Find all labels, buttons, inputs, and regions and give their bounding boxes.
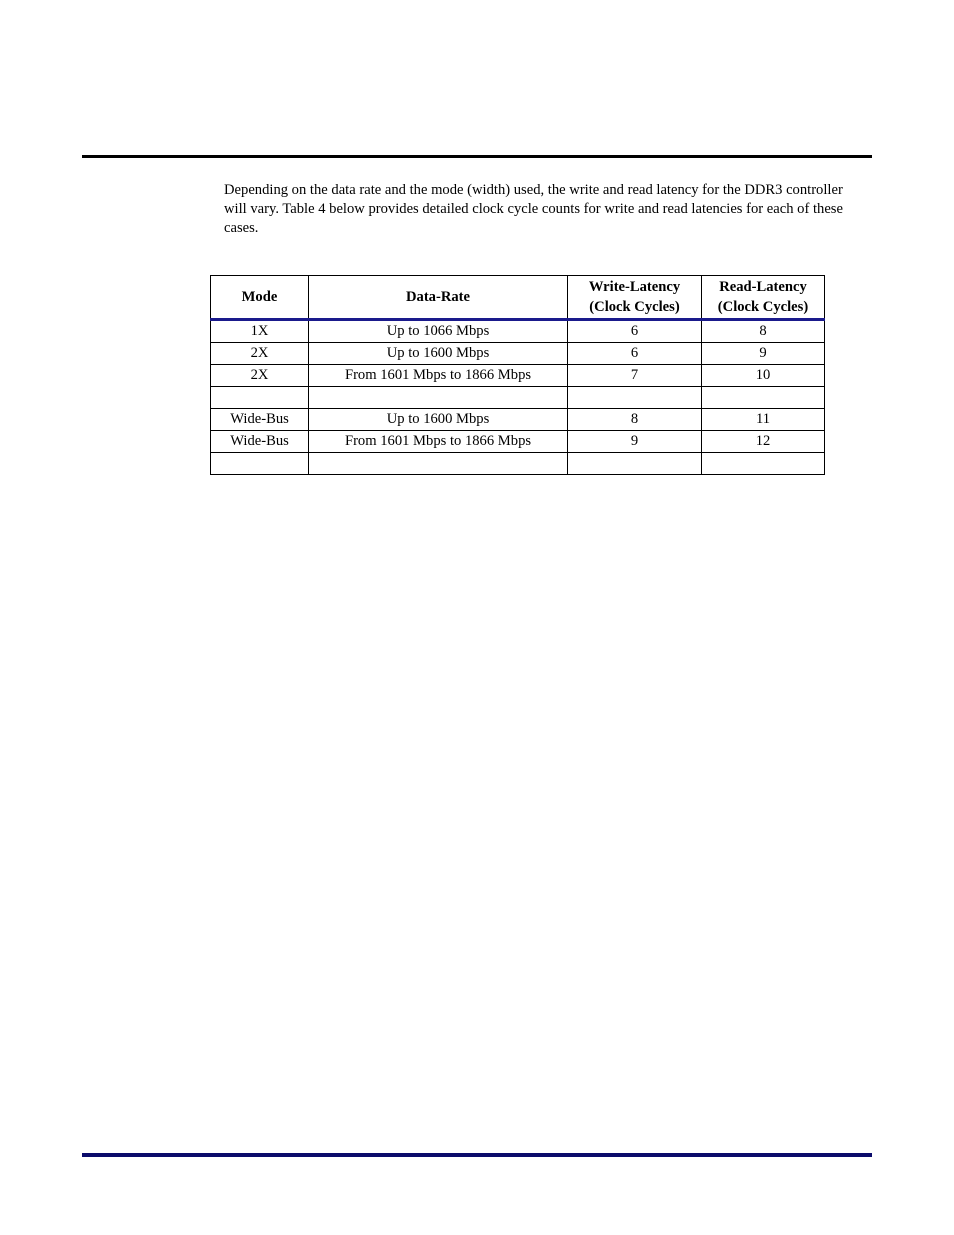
header-rule [82,155,872,158]
cell-mode: Wide-Bus [211,431,309,453]
header-read-latency-line2: (Clock Cycles) [717,299,809,315]
header-write-latency-line1: Write-Latency [588,279,681,295]
cell-read-latency: 9 [702,343,825,365]
footer-rule [82,1153,872,1157]
header-read-latency-line1: Read-Latency [719,279,807,295]
cell-data-rate: From 1601 Mbps to 1866 Mbps [309,365,568,387]
table-row [211,365,825,387]
header-data-rate: Data-Rate [309,276,568,320]
table-header-row [211,276,825,320]
cell-write-latency: 6 [568,320,702,343]
header-write-latency-line2: (Clock Cycles) [589,299,680,315]
cell-read-latency: 10 [702,365,825,387]
table-row [211,320,825,343]
cell-data-rate [309,453,568,475]
header-write-latency [568,276,702,320]
cell-write-latency [568,453,702,475]
cell-data-rate: From 1601 Mbps to 1866 Mbps [309,431,568,453]
cell-write-latency: 9 [568,431,702,453]
header-mode: Mode [211,276,309,320]
cell-data-rate: Up to 1600 Mbps [309,343,568,365]
cell-data-rate: Up to 1066 Mbps [309,320,568,343]
cell-mode [211,453,309,475]
cell-data-rate [309,387,568,409]
cell-mode: 2X [211,343,309,365]
latency-table [210,275,825,475]
cell-read-latency: 11 [702,409,825,431]
cell-read-latency: 12 [702,431,825,453]
cell-write-latency: 6 [568,343,702,365]
cell-mode: 2X [211,365,309,387]
header-read-latency [702,276,825,320]
cell-write-latency: 8 [568,409,702,431]
table-row-empty [211,387,825,409]
cell-write-latency [568,387,702,409]
cell-read-latency [702,387,825,409]
table-row [211,431,825,453]
cell-data-rate: Up to 1600 Mbps [309,409,568,431]
cell-write-latency: 7 [568,365,702,387]
cell-mode [211,387,309,409]
cell-read-latency: 8 [702,320,825,343]
cell-mode: Wide-Bus [211,409,309,431]
table-row-empty [211,453,825,475]
cell-read-latency [702,453,825,475]
table-row [211,409,825,431]
table-row [211,343,825,365]
cell-mode: 1X [211,320,309,343]
intro-paragraph: Depending on the data rate and the mode (width) used, the write and read latency for the DDR3 controller will vary. Table 4 below provides detailed clock cycle counts for write and read latencies for each of these cases. [224,182,843,236]
